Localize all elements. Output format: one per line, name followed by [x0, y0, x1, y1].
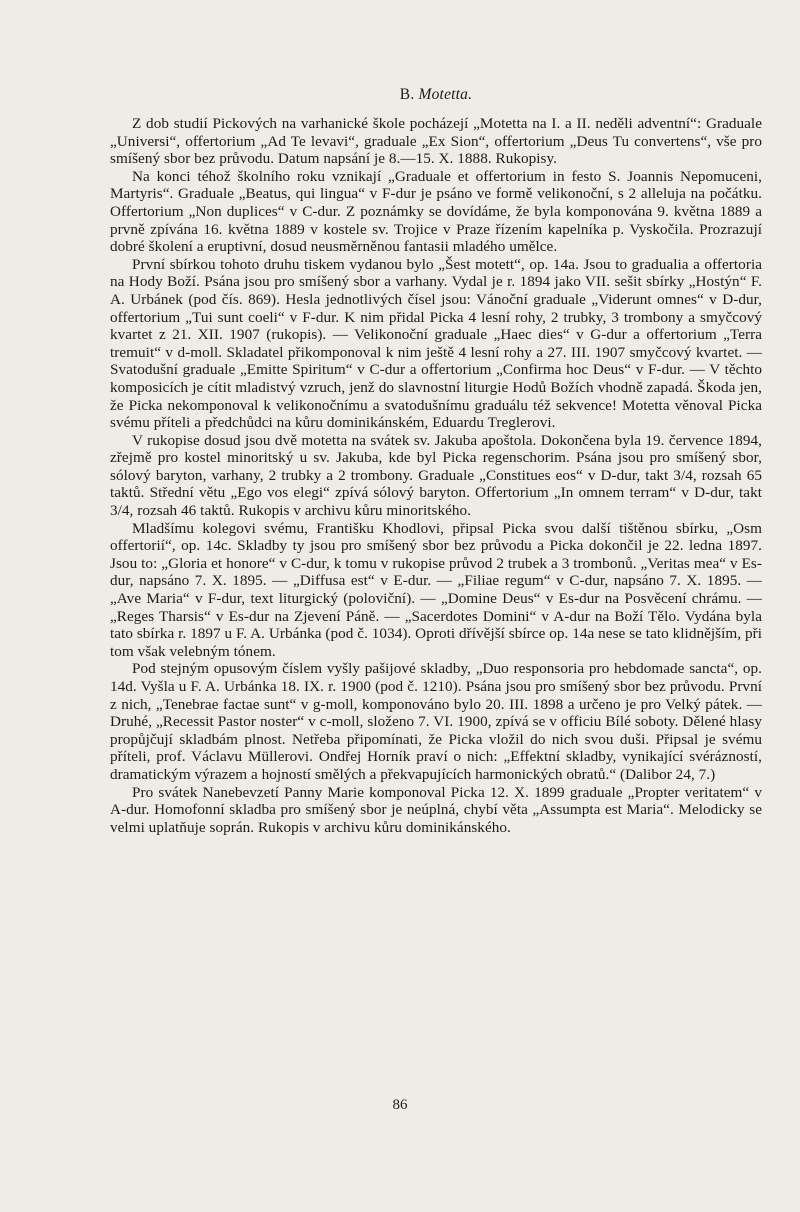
paragraph: Pod stejným opusovým číslem vyšly pašijové skladby, „Duo responsoria pro hebdomade sancta“, op. 14d. Vyšla u F. A. Urbánka 18. IX. r. 1900 (pod č. 1210). Psána jsou pro smíšený sbor bez průvodu. První z nich, „Tenebrae factae sunt“ v g-moll, komponováno bylo 20. III. 1898 a určeno je pro Velký pátek. — Druhé, „Recessit Pastor noster“ v c-moll, složeno 7. VI. 1900, zpívá se v officiu Bílé soboty. Dělené hlasy propůjčují skladbám plnost. Netřeba připomínati, že Picka vložil do nich svou duši. Připsal je svému příteli, prof. Václavu Müllerovi. Ondřej Horník praví o nich: „Effektní skladby, vynikající svérázností, dramatickým výrazem a hojností smělých a překvapujících harmonických obratů.“ (Dalibor 24, 7.) — [110, 660, 762, 783]
body-text — [110, 115, 762, 836]
paragraph: První sbírkou tohoto druhu tiskem vydanou bylo „Šest motett“, op. 14a. Jsou to gradualia a offertoria na Hody Boží. Psána jsou pro smíšený sbor a varhany. Vydal je r. 1894 jako VII. sešit sbírky „Hostýn“ F. A. Urbánek (pod čís. 869). Hesla jednotlivých čísel jsou: Vánoční graduale „Viderunt omnes“ v D-dur, offertorium „Tui sunt coeli“ v F-dur. K nim přidal Picka 4 lesní rohy, 2 trubky, 3 trombony a smyčcový kvartet z 21. XII. 1907 (rukopis). — Velikonoční graduale „Haec dies“ v G-dur a offertorium „Terra tremuit“ v d-moll. Skladatel přikomponoval k nim ještě 4 lesní rohy a 27. III. 1907 smyčcový kvartet. — Svatodušní graduale „Emitte Spiritum“ v C-dur a offertorium „Confirma hoc Deus“ v F-dur. — V těchto komposicích je cítit mladistvý vzruch, jenž do slavnostní liturgie Hodů Božích vhodně zapadá. Škoda jen, že Picka nekomponoval k velikonočnímu a svatodušnímu graduálu též sekvence! Motetta věnoval Picka svému příteli a předchůdci na kůru dominikánském, Eduardu Treglerovi. — [110, 255, 762, 432]
section-letter: B. — [399, 86, 415, 103]
paragraph: V rukopise dosud jsou dvě motetta na svátek sv. Jakuba apoštola. Dokončena byla 19. července 1894, zřejmě pro kostel minoritský u sv. Jakuba, kde byl Picka regenschorim. Psána jsou pro smíšený sbor, sólový baryton, varhany, 2 trubky a 2 trombony. Graduale „Constitues eos“ v D-dur, takt 3/4, rozsah 65 taktů. Střední větu „Ego vos elegi“ zpívá sólový baryton. Offertorium „In omnem terram“ v D-dur, takt 3/4, rozsah 46 taktů. Rukopis v archivu kůru minoritského. — [110, 431, 762, 520]
page-number: 86 — [392, 1097, 408, 1113]
paragraph: Z dob studií Pickových na varhanické škole pocházejí „Motetta na I. a II. neděli adventní“: Graduale „Universi“, offertorium „Ad Te levavi“, graduale „Ex Sion“, offertorium „Deus Tu convertens“, vše pro smíšený sbor bez průvodu. Datum napsání je 8.—15. X. 1888. Rukopisy. — [110, 115, 762, 168]
section-title: Motetta. — [418, 86, 473, 103]
section-heading — [110, 86, 762, 104]
paragraph: Pro svátek Nanebevzetí Panny Marie komponoval Picka 12. X. 1899 graduale „Propter veritatem“ v A-dur. Homofonní skladba pro smíšený sbor je neúplná, chybí věta „Assumpta est Maria“. Melodicky se velmi uplatňuje soprán. Rukopis v archivu kůru dominikánského. — [110, 783, 762, 836]
paragraph: Mladšímu kolegovi svému, Františku Khodlovi, připsal Picka svou další tištěnou sbírku, „Osm offertorií“, op. 14c. Skladby ty jsou pro smíšený sbor bez průvodu a Picka dokončil je 22. ledna 1897. Jsou to: „Gloria et honore“ v C-dur, k tomu v rukopise průvod 2 trubek a 3 trombonů. „Veritas mea“ v Es-dur, napsáno 7. X. 1895. — „Diffusa est“ v E-dur. — „Filiae regum“ v C-dur, napsáno 7. X. 1895. — „Ave Maria“ v F-dur, text liturgický (poloviční). — „Domine Deus“ v Es-dur na Posvěcení chrámu. — „Reges Tharsis“ v Es-dur na Zjevení Páně. — „Sacerdotes Domini“ v A-dur na Boží Tělo. Vydána byla tato sbírka r. 1897 u F. A. Urbánka (pod č. 1034). Oproti dřívější sbírce op. 14a nese se tato klidnějším, při tom však velebným tónem. — [110, 519, 762, 660]
paragraph: Na konci téhož školního roku vznikají „Graduale et offertorium in festo S. Joannis Nepomuceni, Martyris“. Graduale „Beatus, qui lingua“ v F-dur je psáno ve formě velikonoční, s 2 alleluja na počátku. Offertorium „Non duplices“ v C-dur. Z poznámky se dovídáme, že byla komponována 9. května 1889 a prvně zpívána 16. května 1889 v kostele sv. Trojice v Praze řízením kapelníka p. Vyskočila. Prozrazují dobré školení a eruptivní, dosud neusměrněnou fantasii mladého umělce. — [110, 167, 762, 256]
